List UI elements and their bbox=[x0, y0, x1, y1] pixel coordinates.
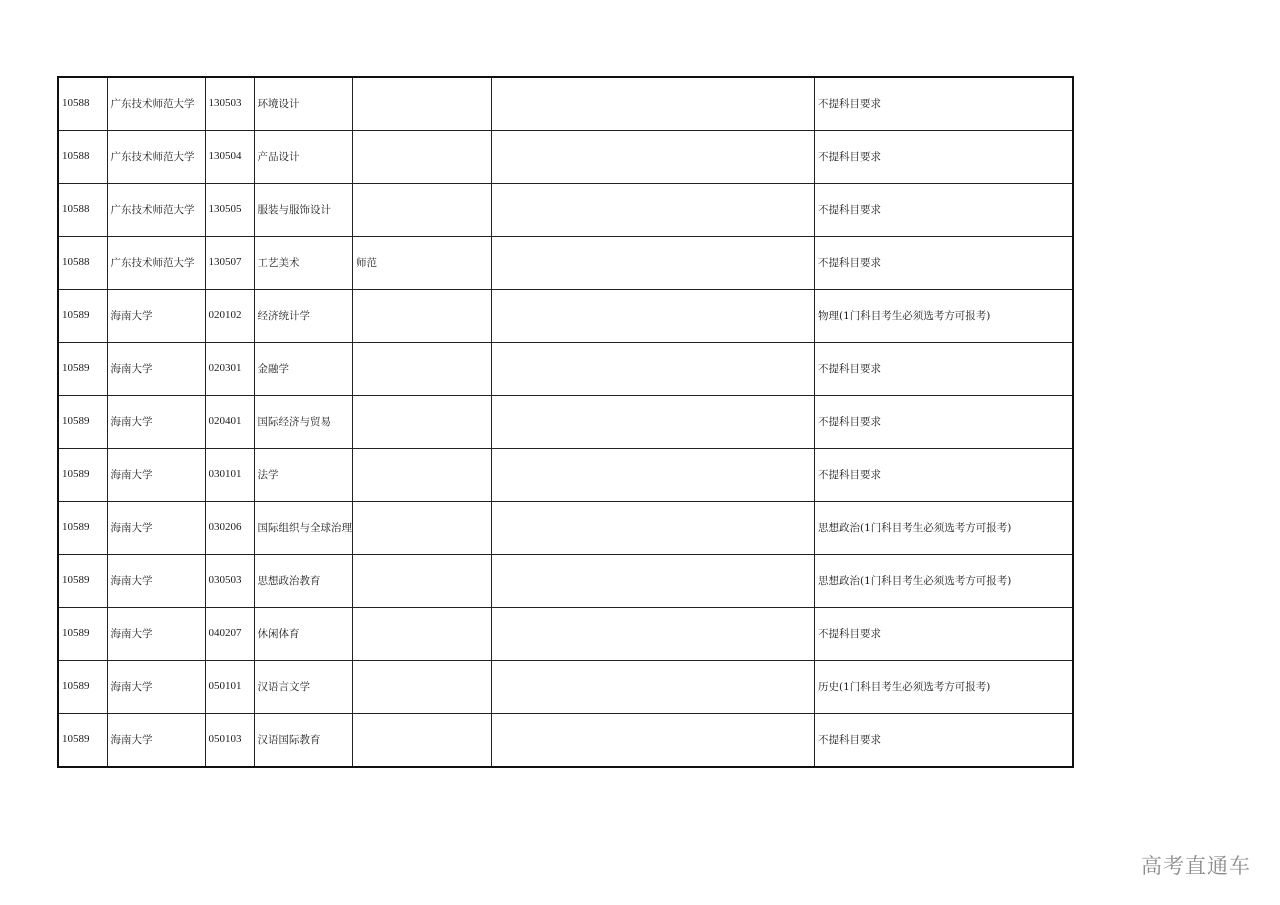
cell-school-code: 10589 bbox=[58, 290, 107, 343]
table-row bbox=[58, 237, 1073, 290]
cell-major-code: 130505 bbox=[205, 184, 254, 237]
cell-note bbox=[353, 184, 492, 237]
cell-major-code: 020102 bbox=[205, 290, 254, 343]
cell-major-code: 020301 bbox=[205, 343, 254, 396]
cell-school-name: 海南大学 bbox=[107, 661, 205, 714]
table-row bbox=[58, 77, 1073, 131]
cell-major-code: 040207 bbox=[205, 608, 254, 661]
table-row bbox=[58, 343, 1073, 396]
table-row bbox=[58, 714, 1073, 768]
cell-requirement: 不提科目要求 bbox=[815, 449, 1073, 502]
cell-school-name: 海南大学 bbox=[107, 396, 205, 449]
cell-school-code: 10589 bbox=[58, 396, 107, 449]
cell-major-code: 130503 bbox=[205, 77, 254, 131]
cell-major-name: 汉语言文学 bbox=[254, 661, 353, 714]
table-row bbox=[58, 608, 1073, 661]
cell-major-name: 国际经济与贸易 bbox=[254, 396, 353, 449]
table-row bbox=[58, 290, 1073, 343]
cell-major-code: 030503 bbox=[205, 555, 254, 608]
cell-major-code: 030101 bbox=[205, 449, 254, 502]
cell-major-code: 130507 bbox=[205, 237, 254, 290]
cell-major-name: 金融学 bbox=[254, 343, 353, 396]
cell-major-name: 服装与服饰设计 bbox=[254, 184, 353, 237]
cell-note bbox=[353, 449, 492, 502]
table-row bbox=[58, 502, 1073, 555]
cell-extra bbox=[492, 290, 815, 343]
cell-requirement: 不提科目要求 bbox=[815, 714, 1073, 768]
cell-extra bbox=[492, 661, 815, 714]
cell-major-code: 020401 bbox=[205, 396, 254, 449]
cell-major-code: 050101 bbox=[205, 661, 254, 714]
cell-requirement: 不提科目要求 bbox=[815, 608, 1073, 661]
cell-school-code: 10589 bbox=[58, 449, 107, 502]
cell-major-name: 思想政治教育 bbox=[254, 555, 353, 608]
cell-note bbox=[353, 343, 492, 396]
table-row bbox=[58, 396, 1073, 449]
cell-note bbox=[353, 131, 492, 184]
cell-major-code: 030206 bbox=[205, 502, 254, 555]
cell-note bbox=[353, 77, 492, 131]
requirements-table bbox=[57, 76, 1074, 768]
cell-school-name: 海南大学 bbox=[107, 343, 205, 396]
cell-extra bbox=[492, 502, 815, 555]
cell-major-name: 法学 bbox=[254, 449, 353, 502]
cell-school-name: 海南大学 bbox=[107, 449, 205, 502]
cell-note bbox=[353, 502, 492, 555]
cell-school-name: 海南大学 bbox=[107, 290, 205, 343]
cell-note bbox=[353, 555, 492, 608]
cell-school-code: 10589 bbox=[58, 714, 107, 768]
cell-note bbox=[353, 290, 492, 343]
cell-school-code: 10589 bbox=[58, 555, 107, 608]
cell-school-name: 广东技术师范大学 bbox=[107, 184, 205, 237]
cell-school-code: 10589 bbox=[58, 502, 107, 555]
cell-major-name: 国际组织与全球治理 bbox=[254, 502, 353, 555]
cell-extra bbox=[492, 131, 815, 184]
cell-note bbox=[353, 396, 492, 449]
cell-school-name: 广东技术师范大学 bbox=[107, 131, 205, 184]
cell-requirement: 不提科目要求 bbox=[815, 77, 1073, 131]
cell-school-name: 海南大学 bbox=[107, 714, 205, 768]
cell-extra bbox=[492, 555, 815, 608]
cell-requirement: 思想政治(1门科目考生必须选考方可报考) bbox=[815, 555, 1073, 608]
table-body bbox=[58, 77, 1073, 767]
cell-requirement: 不提科目要求 bbox=[815, 131, 1073, 184]
cell-school-code: 10589 bbox=[58, 608, 107, 661]
cell-major-name: 产品设计 bbox=[254, 131, 353, 184]
cell-school-code: 10588 bbox=[58, 131, 107, 184]
cell-extra bbox=[492, 77, 815, 131]
cell-extra bbox=[492, 714, 815, 768]
cell-school-code: 10588 bbox=[58, 237, 107, 290]
table-row bbox=[58, 555, 1073, 608]
cell-requirement: 思想政治(1门科目考生必须选考方可报考) bbox=[815, 502, 1073, 555]
cell-school-name: 广东技术师范大学 bbox=[107, 237, 205, 290]
cell-major-name: 工艺美术 bbox=[254, 237, 353, 290]
cell-note bbox=[353, 608, 492, 661]
cell-note: 师范 bbox=[353, 237, 492, 290]
cell-school-name: 海南大学 bbox=[107, 608, 205, 661]
cell-extra bbox=[492, 608, 815, 661]
cell-major-name: 环境设计 bbox=[254, 77, 353, 131]
cell-requirement: 不提科目要求 bbox=[815, 237, 1073, 290]
cell-school-code: 10589 bbox=[58, 343, 107, 396]
cell-school-name: 广东技术师范大学 bbox=[107, 77, 205, 131]
table-row bbox=[58, 661, 1073, 714]
cell-major-code: 130504 bbox=[205, 131, 254, 184]
cell-school-name: 海南大学 bbox=[107, 555, 205, 608]
cell-major-code: 050103 bbox=[205, 714, 254, 768]
cell-extra bbox=[492, 396, 815, 449]
watermark-logo: 高考直通车 bbox=[1141, 854, 1251, 878]
table-row bbox=[58, 131, 1073, 184]
cell-extra bbox=[492, 449, 815, 502]
cell-school-code: 10588 bbox=[58, 184, 107, 237]
table-row bbox=[58, 449, 1073, 502]
cell-school-code: 10588 bbox=[58, 77, 107, 131]
cell-extra bbox=[492, 237, 815, 290]
cell-note bbox=[353, 714, 492, 768]
cell-major-name: 休闲体育 bbox=[254, 608, 353, 661]
cell-requirement: 物理(1门科目考生必须选考方可报考) bbox=[815, 290, 1073, 343]
cell-requirement: 不提科目要求 bbox=[815, 343, 1073, 396]
cell-school-name: 海南大学 bbox=[107, 502, 205, 555]
cell-extra bbox=[492, 343, 815, 396]
table-row bbox=[58, 184, 1073, 237]
cell-requirement: 不提科目要求 bbox=[815, 396, 1073, 449]
cell-extra bbox=[492, 184, 815, 237]
cell-requirement: 不提科目要求 bbox=[815, 184, 1073, 237]
cell-note bbox=[353, 661, 492, 714]
cell-major-name: 经济统计学 bbox=[254, 290, 353, 343]
cell-school-code: 10589 bbox=[58, 661, 107, 714]
cell-major-name: 汉语国际教育 bbox=[254, 714, 353, 768]
cell-requirement: 历史(1门科目考生必须选考方可报考) bbox=[815, 661, 1073, 714]
